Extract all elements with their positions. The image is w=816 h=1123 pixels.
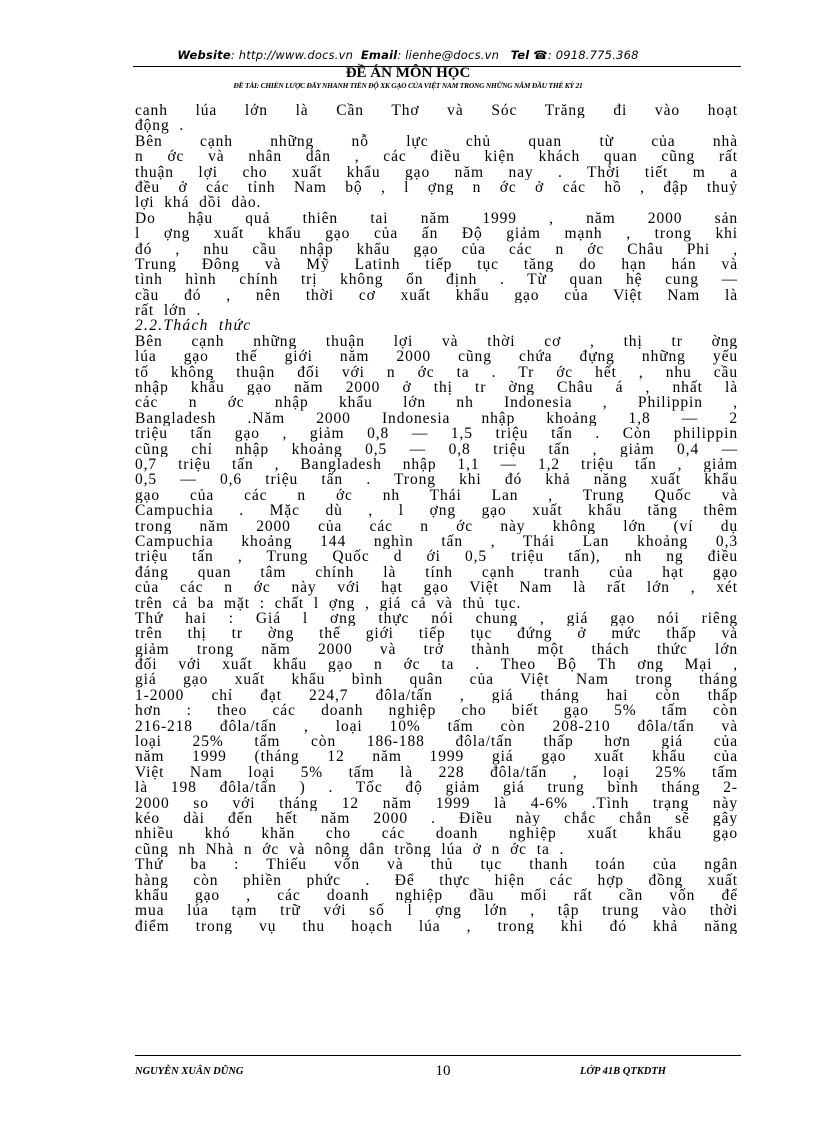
phone-icon: ☎ (533, 48, 548, 62)
text-line: canh lúa lớn là Cần Thơ và Sóc Trăng đi vào hoạt (135, 103, 738, 119)
website-value: : http://www.docs.vn (230, 48, 354, 62)
text-line: mua lúa tạm trữ với số l ợng lớn , tập trung vào thời (135, 903, 738, 919)
section-heading: 2.2.Thách thức (135, 318, 252, 334)
text-line: triệu tấn , Trung Quốc d ới 0,5 triệu tấn), nh ng điều (135, 549, 738, 565)
text-line: 0,7 triệu tấn , Bangladesh nhập 1,1 — 1,2 triệu tấn , giảm (135, 456, 738, 473)
text-line: 0,5 — 0,6 triệu tấn . Trong khi đó khả năng xuất khẩu (135, 472, 738, 488)
text-line: nhập khẩu gạo năm 2000 ở thị tr ờng Châu á , nhất là (135, 380, 738, 396)
text-line: tố không thuận đối với n ớc ta . Tr ớc hết , nhu cầu (135, 364, 738, 381)
text-line: đối với xuất khẩu gạo n ớc ta . Theo Bộ Th ơng Mại , (135, 657, 738, 673)
doc-subtitle: ĐỀ TÀI: CHIẾN LƯỢC ĐẨY NHANH TIẾN ĐỘ XK GẠO CỦA VIỆT NAM TRONG NHỮNG NĂM ĐẦU THẾ KỶ 21 (233, 81, 583, 90)
text-line: Do hậu quả thiên tai năm 1999 , năm 2000 sản (135, 210, 738, 227)
text-line: là 198 đôla/tấn ) . Tốc độ giảm giá trung bình tháng 2- (135, 780, 738, 796)
text-line: 2000 so với tháng 12 năm 1999 là 4-6% .Tình trạng này (135, 795, 738, 811)
text-line: Bên cạnh những thuận lợi và thời cơ , thị tr ờng (135, 333, 738, 350)
text-line: hơn : theo các doanh nghiệp cho biết gạo 5% tấm còn (135, 703, 738, 719)
text-line: kéo dài đến hết năm 2000 . Điều này chắc chắn sẽ gây (135, 810, 738, 827)
text-line: điểm trong vụ thu hoạch lúa , trong khi đó khả năng (135, 918, 738, 935)
text-line: trên thị tr ờng thế giới tiếp tục đứng ở mức thấp và (135, 626, 738, 642)
email-value: : lienhe@docs.vn (397, 48, 500, 62)
text-line: động . (135, 118, 185, 134)
text-line: trong năm 2000 của các n ớc này không lớn (ví dụ (135, 518, 738, 534)
footer-rule (135, 1055, 741, 1056)
footer-class: LỚP 41B QTKDTH (580, 1066, 666, 1077)
footer-author: NGUYỄN XUÂN DŨNG (135, 1066, 244, 1077)
text-line: giá gạo xuất khẩu bình quân của Việt Nam trong tháng (135, 672, 738, 688)
text-line: n ớc và nhân dân , các điều kiện khách quan cũng rất (135, 149, 738, 165)
text-line: cũng chỉ nhập khoảng 0,5 — 0,8 triệu tấn , giảm 0,4 — (135, 441, 738, 457)
text-line: Thứ hai : Giá l ơng thực nói chung , giá gạo nói riêng (135, 610, 738, 627)
text-line: các n ớc nhập khẩu lớn nh Indonesia , Philippin , (135, 395, 738, 411)
doc-title: ĐỀ ÁN MÔN HỌC (345, 65, 471, 81)
text-line: hàng còn phiền phức . Để thực hiện các hợp đồng xuất (135, 872, 738, 888)
text-line: Thứ ba : Thiếu vốn và thủ tục thanh toán của ngân (135, 857, 738, 873)
body-text (135, 103, 738, 934)
text-line: l ợng xuất khẩu gạo của ấn Độ giảm mạnh , trong khi (135, 226, 738, 242)
text-line: trên cả ba mặt : chất l ợng , giá cả và thủ tục. (135, 595, 522, 611)
tel-value: : 0918.775.368 (547, 48, 639, 62)
text-line: Campuchia khoảng 144 nghìn tấn , Thái Lan khoảng 0,3 (135, 533, 738, 550)
text-line: đó , nhu cầu nhập khẩu gạo của các n ớc Châu Phi , (135, 241, 738, 257)
text-line: Bangladesh .Năm 2000 Indonesia nhập khoảng 1,8 — 2 (135, 410, 738, 427)
text-line: loại 25% tấm còn 186-188 đôla/tấn thấp hơn giá của (135, 734, 738, 750)
text-line: gạo của các n ớc nh Thái Lan , Trung Quốc và (135, 487, 738, 504)
email-label: Email (360, 48, 398, 62)
text-line: đáng quan tâm chính là tính cạnh tranh của hạt gạo (135, 564, 738, 581)
page-number: 10 (435, 1063, 451, 1079)
text-line: đều ở các tỉnh Nam bộ , l ợng n ớc ở các hồ , đập thuỷ (135, 179, 738, 196)
contact-header (0, 48, 816, 62)
text-line: rất lớn . (135, 303, 202, 319)
text-line: lúa gạo thế giới năm 2000 cũng chứa đựng những yếu (135, 349, 738, 365)
text-line: tình hình chính trị không ổn định . Từ quan hệ cung — (135, 272, 738, 288)
text-line: Bên cạnh những nỗ lực chủ quan từ của nhà (135, 133, 738, 150)
text-line: năm 1999 (tháng 12 năm 1999 giá gạo xuất khẩu của (135, 749, 738, 765)
tel-label: Tel (510, 48, 530, 62)
text-line: khẩu gạo , các doanh nghiệp đầu mối rất cần vốn để (135, 887, 738, 904)
text-line: lợi khá dồi dào. (135, 195, 262, 211)
text-line: 1-2000 chỉ đạt 224,7 đôla/tấn , giá tháng hai còn thấp (135, 687, 738, 704)
text-line: nhiều khó khăn cho các doanh nghiệp xuất khẩu gạo (135, 826, 738, 842)
text-line: triệu tấn gạo , giảm 0,8 — 1,5 triệu tấn . Còn philippin (135, 426, 738, 442)
text-line: cũng nh Nhà n ớc và nông dân trồng lúa ở n ớc ta . (135, 841, 565, 858)
text-line: của các n ớc này với hạt gạo Việt Nam là rất lớn , xét (135, 580, 738, 596)
text-line: thuận lợi cho xuất khẩu gạo năm nay . Thời tiết m a (135, 164, 738, 180)
text-line: giảm trong năm 2000 và trở thành một thách thức lớn (135, 641, 738, 658)
text-line: cầu đó , nên thời cơ xuất khẩu gạo của Việt Nam là (135, 287, 738, 304)
text-line: 216-218 đôla/tấn , loại 10% tấm còn 208-210 đôla/tấn và (135, 718, 738, 735)
text-line: Trung Đông và Mỹ Latinh tiếp tục tăng do hạn hán và (135, 256, 738, 273)
text-line: Việt Nam loại 5% tấm là 228 đôla/tấn , loại 25% tấm (135, 764, 738, 781)
website-label: Website (177, 48, 231, 62)
text-line: Campuchia . Mặc dù , l ợng gạo xuất khẩu tăng thêm (135, 503, 738, 519)
